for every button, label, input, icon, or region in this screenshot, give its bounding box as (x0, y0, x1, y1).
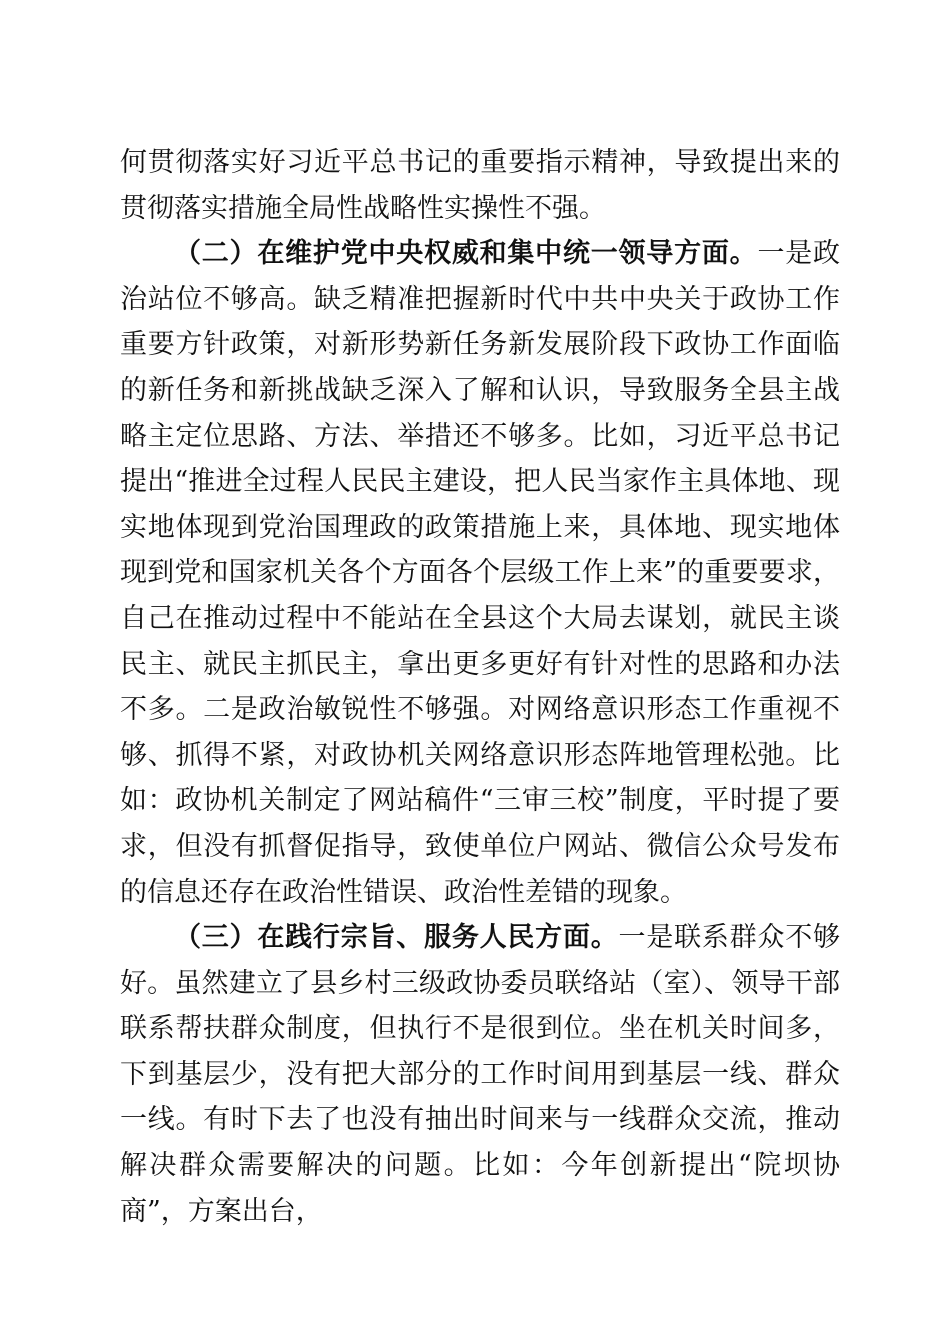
paragraph-2-text: 一是政治站位不够高。缺乏精准把握新时代中共中央关于政协工作重要方针政策，对新形势新任务新发展阶段下政协工作面临的新任务和新挑战缺乏深入了解和认识，导致服务全县主战略主定位思路、方法、举措还不够多。比如，习近平总书记提出“推进全过程人民民主建设，把人民当家作主具体地、现实地体现到党治国理政的政策措施上来，具体地、现实地体现到党和国家机关各个方面各个层级工作上来”的重要要求，自己在推动过程中不能站在全县这个大局去谋划，就民主谈民主、就民主抓民主，拿出更多更好有针对性的思路和办法不多。二是政治敏锐性不够强。对网络意识形态工作重视不够、抓得不紧，对政协机关网络意识形态阵地管理松弛。比如：政协机关制定了网站稿件“三审三校”制度，平时提了要求，但没有抓督促指导，致使单位户网站、微信公众号发布的信息还存在政治性错误、政治性差错的现象。 (120, 238, 841, 908)
paragraph-3 (120, 915, 840, 1234)
paragraph-1 (120, 140, 840, 231)
section-heading-3: （三）在践行宗旨、服务人民方面。 (174, 922, 619, 954)
section-heading-2: （二）在维护党中央权威和集中统一领导方面。 (174, 238, 758, 270)
paragraph-2 (120, 231, 840, 915)
paragraph-3-text: 一是联系群众不够好。虽然建立了县乡村三级政协委员联络站（室）、领导干部联系帮扶群众制度，但执行不是很到位。坐在机关时间多，下到基层少，没有把大部分的工作时间用到基层一线、群众一线。有时下去了也没有抽出时间来与一线群众交流，推动解决群众需要解决的问题。比如：今年创新提出“院坝协商”，方案出台， (120, 922, 841, 1227)
document-body (120, 140, 840, 1234)
paragraph-1-text: 何贯彻落实好习近平总书记的重要指示精神，导致提出来的贯彻落实措施全局性战略性实操性不强。 (120, 147, 840, 224)
